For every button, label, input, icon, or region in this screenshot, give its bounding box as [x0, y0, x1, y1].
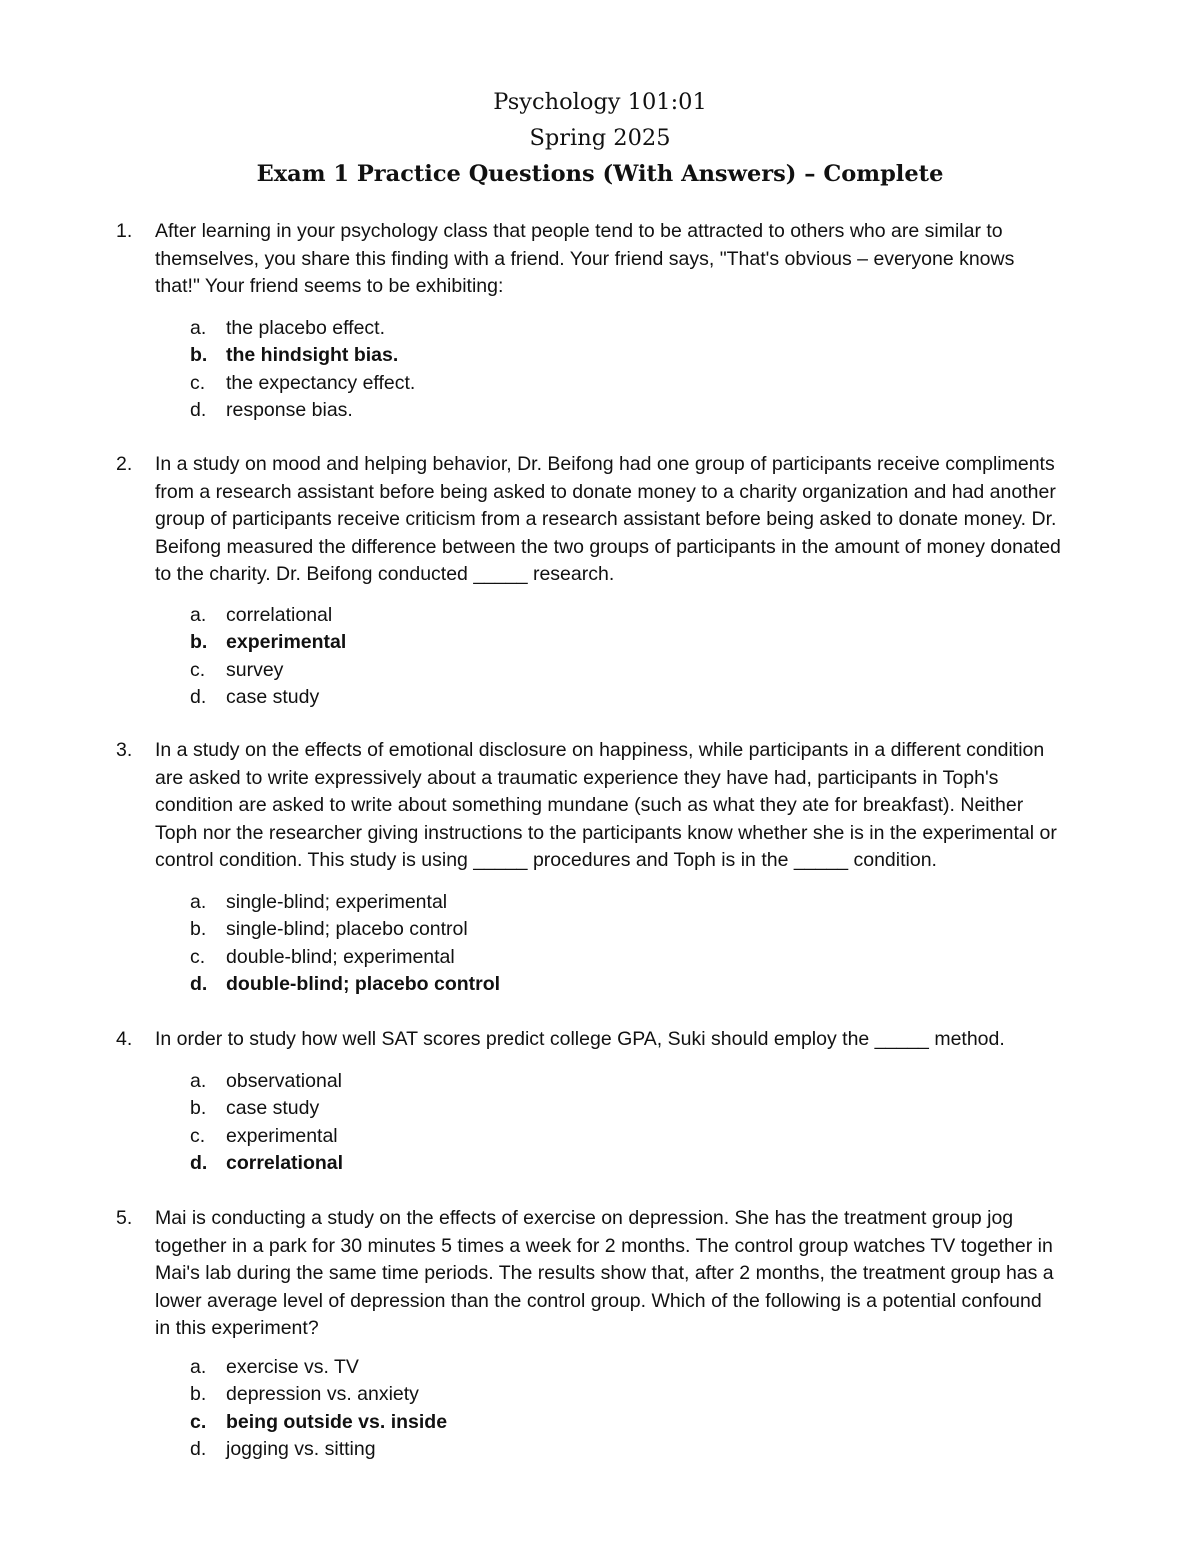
answer-choice — [0, 889, 1200, 916]
question-number: 5. — [116, 1207, 133, 1229]
question-number: 1. — [116, 220, 133, 242]
choice-letter: c. — [190, 1124, 206, 1147]
course-title: Psychology 101:01 — [493, 89, 707, 115]
choice-letter: d. — [190, 1437, 207, 1460]
choice-text: case study — [226, 685, 320, 708]
choice-letter: a. — [190, 604, 207, 626]
choice-text: the hindsight bias. — [226, 344, 399, 367]
question-text: In order to study how well SAT scores predict college GPA, Suki should employ the _____ method. — [155, 1028, 1005, 1050]
question-text: In a study on mood and helping behavior, Dr. Beifong had one group of participants receive compliments from a research assistant before being asked to donate money to a charity organization and had another group of participants receive criticism from a research assistant before being asked to donate money. Dr. Beifong measured the difference between the two groups of participants in the amount of money donated to the charity. Dr. Beifong conducted _____ research. — [155, 453, 1061, 585]
choice-letter: d. — [190, 1151, 208, 1174]
exam-title: Exam 1 Practice Questions (With Answers) – Complete — [256, 161, 944, 187]
answer-choice — [0, 1381, 1200, 1408]
choice-text: jogging vs. sitting — [226, 1437, 376, 1460]
question-text: Mai is conducting a study on the effects of exercise on depression. She has the treatment group jog together in a park for 30 minutes 5 times a week for 2 months. The control group watches TV together in Mai's lab during the same time periods. The results show that, after 2 months, the treatment group has a lower average level of depression than the control group. Which of the following is a potential confound in this experiment? — [155, 1207, 1054, 1339]
correct-answer-choice — [0, 1150, 1200, 1177]
choice-letter: c. — [190, 658, 206, 681]
choice-text: correlational — [226, 1151, 344, 1174]
choice-text: case study — [226, 1097, 320, 1120]
choice-letter: a. — [190, 1356, 207, 1378]
correct-answer-choice — [0, 1409, 1200, 1436]
choice-text: being outside vs. inside — [226, 1410, 448, 1433]
choice-text: single-blind; placebo control — [226, 918, 468, 941]
question-text: After learning in your psychology class that people tend to be attracted to others who are similar to themselves, you share this finding with a friend. Your friend says, "That's obvious – everyone knows that!" Your friend seems to be exhibiting: — [155, 220, 1015, 297]
answer-choice — [0, 657, 1200, 684]
choice-text: the expectancy effect. — [226, 371, 416, 394]
term-label: Spring 2025 — [529, 125, 671, 151]
choice-text: experimental — [226, 1124, 338, 1147]
choice-letter: d. — [190, 972, 208, 995]
choice-letter: c. — [190, 371, 206, 394]
choice-letter: a. — [190, 891, 207, 913]
choice-letter: b. — [190, 1383, 207, 1406]
choice-letter: a. — [190, 1070, 207, 1092]
correct-answer-choice — [0, 342, 1200, 369]
choice-text: the placebo effect. — [226, 317, 386, 339]
choice-text: correlational — [226, 604, 333, 626]
answer-choice — [0, 1068, 1200, 1095]
answer-choice — [0, 1095, 1200, 1122]
choice-letter: b. — [190, 918, 207, 941]
question-number: 3. — [116, 739, 133, 761]
choice-text: exercise vs. TV — [226, 1356, 359, 1378]
choice-text: depression vs. anxiety — [226, 1383, 419, 1406]
question-number: 4. — [116, 1028, 133, 1050]
correct-answer-choice — [0, 971, 1200, 998]
answer-choice — [0, 944, 1200, 971]
correct-answer-choice — [0, 629, 1200, 656]
choice-letter: b. — [190, 631, 208, 654]
question-number: 2. — [116, 453, 133, 475]
choice-text: survey — [226, 658, 284, 681]
answer-choice — [0, 916, 1200, 943]
choice-text: experimental — [226, 631, 347, 654]
document-header — [0, 84, 1200, 192]
answer-choice — [0, 397, 1200, 424]
answer-choice — [0, 684, 1200, 711]
choice-letter: d. — [190, 685, 207, 708]
answer-choice — [0, 315, 1200, 342]
choice-text: response bias. — [226, 398, 353, 421]
choice-text: double-blind; placebo control — [226, 972, 501, 995]
choice-letter: d. — [190, 398, 207, 421]
answer-choice — [0, 602, 1200, 629]
choice-letter: c. — [190, 945, 206, 968]
choice-letter: b. — [190, 344, 208, 367]
choice-letter: b. — [190, 1097, 207, 1120]
choice-text: double-blind; experimental — [226, 945, 455, 968]
choice-text: single-blind; experimental — [226, 891, 448, 913]
answer-choice — [0, 1436, 1200, 1463]
answer-choice — [0, 1123, 1200, 1150]
choice-letter: c. — [190, 1410, 207, 1433]
question-text: In a study on the effects of emotional disclosure on happiness, while participants in a different condition are asked to write expressively about a traumatic experience they have had, participants in Toph's condition are asked to write about something mundane (such as what they ate for breakfast). Neither Toph nor the researcher giving instructions to the participants know whether she is in the experimental or control condition. This study is using _____ procedures and Toph is in the _____ condition. — [155, 739, 1057, 871]
answer-choice — [0, 1354, 1200, 1381]
answer-choice — [0, 370, 1200, 397]
choice-text: observational — [226, 1070, 342, 1092]
choice-letter: a. — [190, 317, 207, 339]
